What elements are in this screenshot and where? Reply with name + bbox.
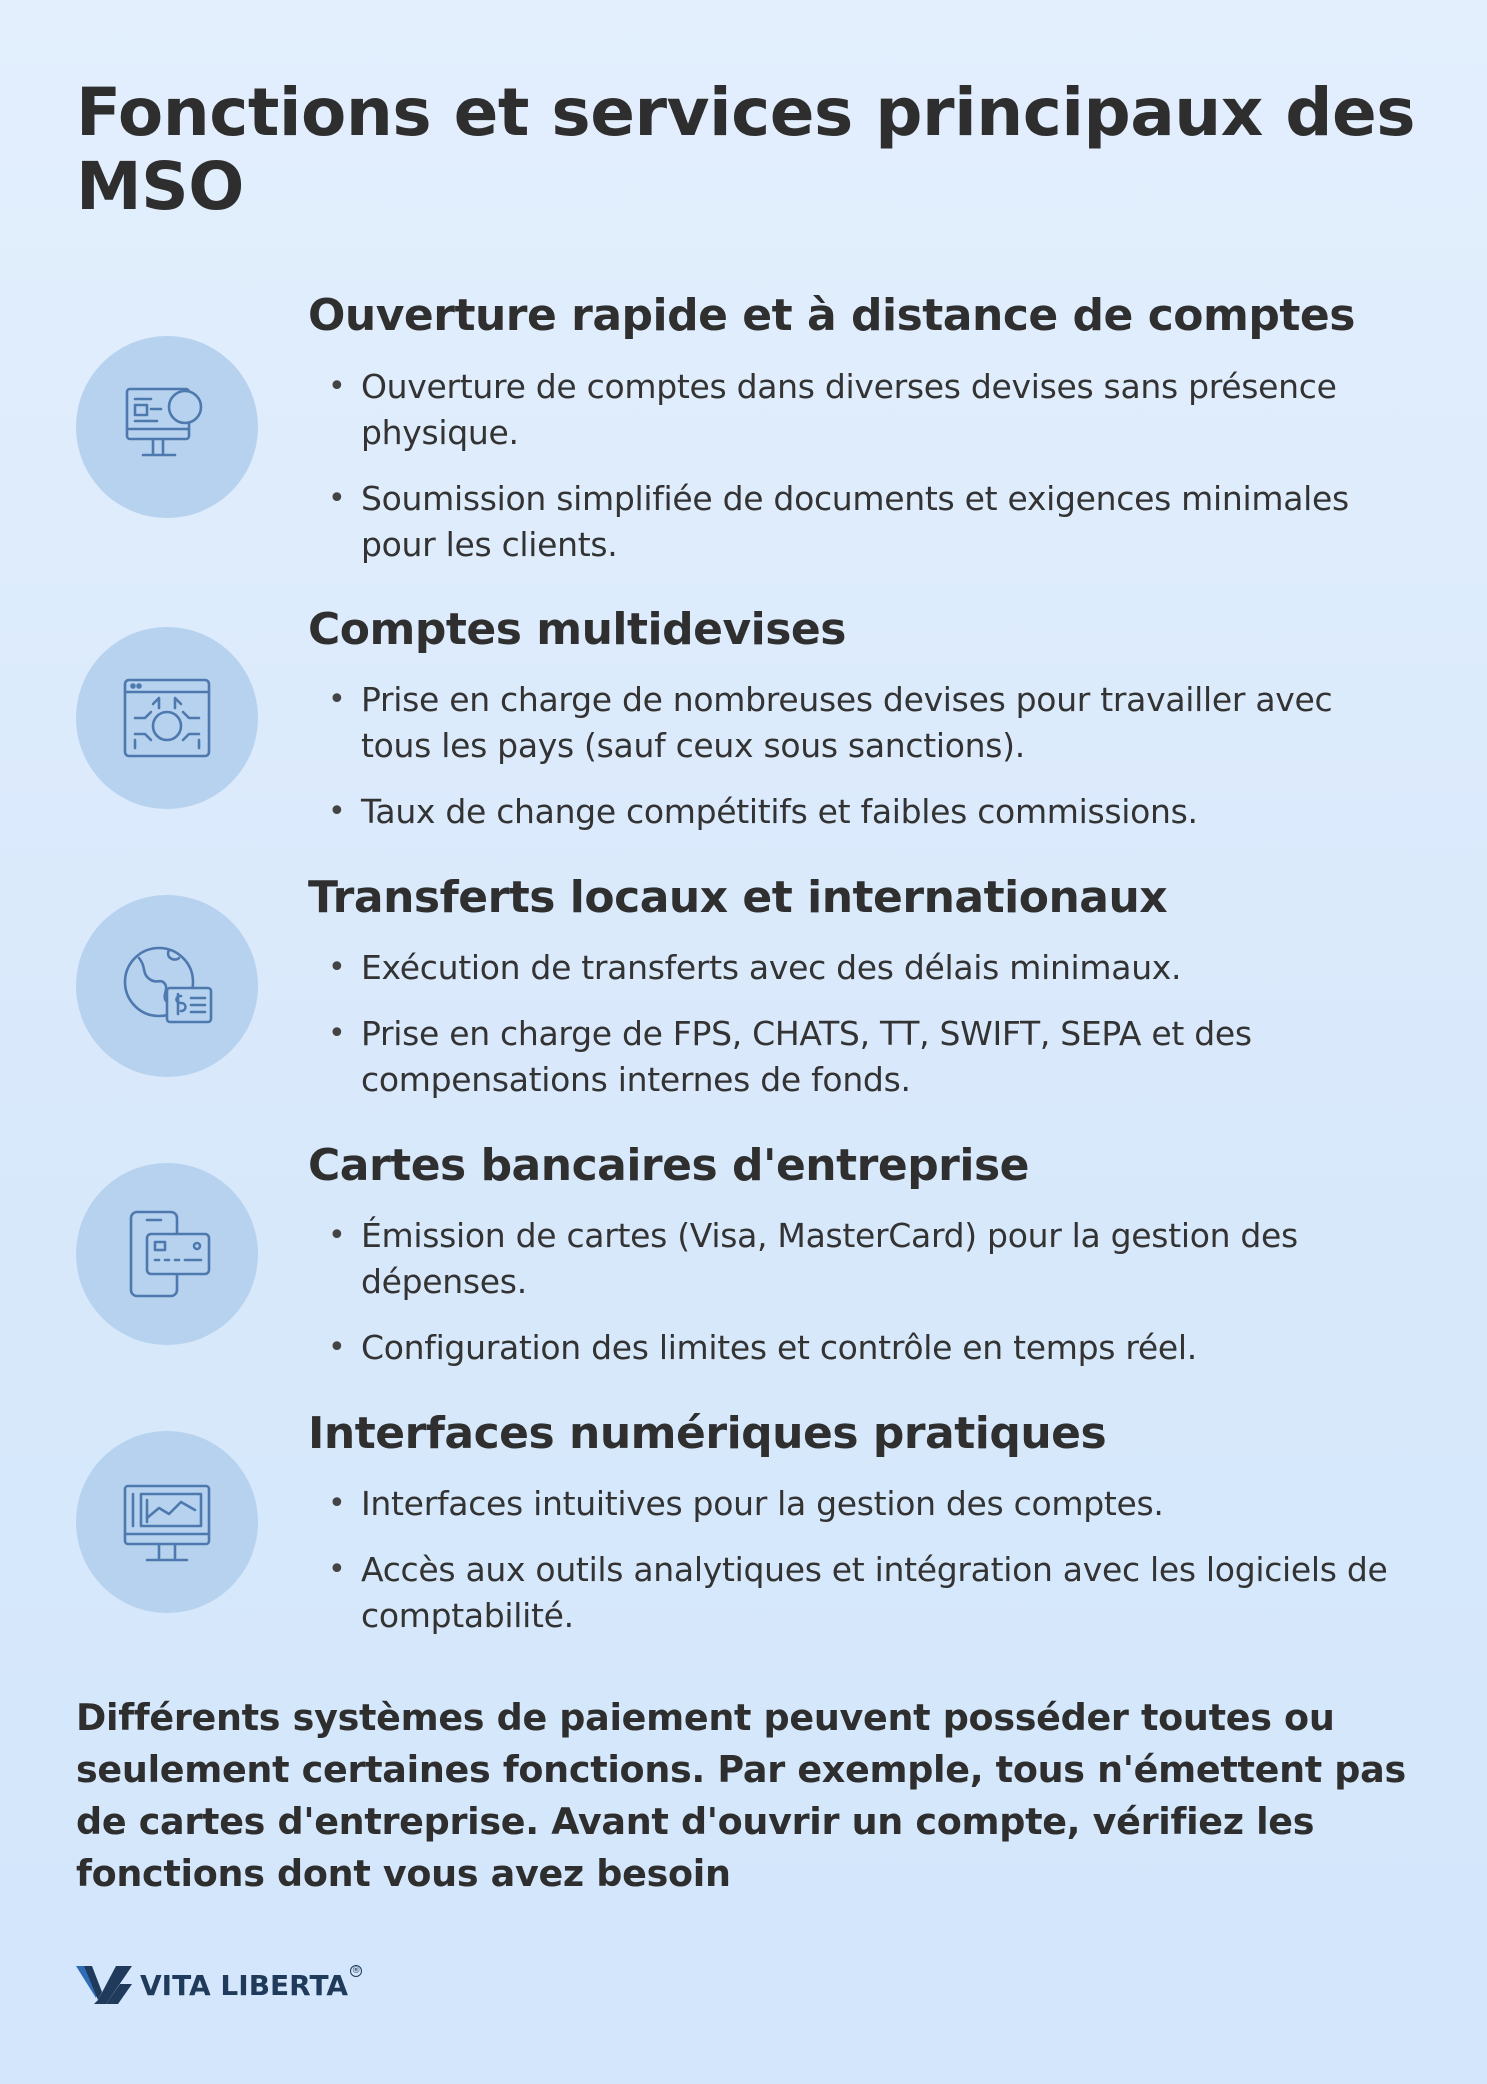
phone-card-icon xyxy=(76,1163,258,1345)
footnote: Différents systèmes de paiement peuvent posséder toutes ou seulement certaines fonctions. Par exemple, tous n'émettent pas de cartes d'entreprise. Avant d'ouvrir un compte, vérifiez les fonctions dont vous avez besoin xyxy=(76,1696,1406,1895)
bullet-list xyxy=(328,1481,1408,1659)
monitor-analytics-icon xyxy=(76,1431,258,1613)
list-item: • Taux de change compétitifs et faibles commissions. xyxy=(328,792,1198,831)
section-heading: Transferts locaux et internationaux xyxy=(308,872,1168,923)
currency-exchange-icon xyxy=(76,627,258,809)
section-heading: Cartes bancaires d'entreprise xyxy=(308,1140,1029,1191)
list-item: • Prise en charge de nombreuses devises pour travailler avec tous les pays (sauf ceux sous sanctions). xyxy=(328,680,1333,765)
list-item: • Interfaces intuitives pour la gestion des comptes. xyxy=(328,1484,1164,1523)
section-heading: Comptes multidevises xyxy=(308,604,846,655)
bullet-list xyxy=(328,1213,1408,1391)
globe-payment-icon xyxy=(76,895,258,1077)
vita-liberta-logo xyxy=(76,1962,362,2008)
bullet-list xyxy=(328,364,1408,588)
computer-account-icon xyxy=(76,336,258,518)
logo-mark-icon xyxy=(76,1964,132,2006)
trademark-mark: ® xyxy=(351,1966,361,1976)
list-item: • Ouverture de comptes dans diverses devises sans présence physique. xyxy=(328,367,1337,452)
list-item: • Émission de cartes (Visa, MasterCard) pour la gestion des dépenses. xyxy=(328,1216,1298,1301)
logo-text: VITA LIBERTA xyxy=(140,1968,349,2002)
list-item: • Configuration des limites et contrôle en temps réel. xyxy=(328,1328,1197,1367)
list-item: • Soumission simplifiée de documents et exigences minimales pour les clients. xyxy=(328,479,1349,564)
section-heading: Interfaces numériques pratiques xyxy=(308,1408,1107,1459)
bullet-list xyxy=(328,945,1408,1123)
section-heading: Ouverture rapide et à distance de comptes xyxy=(308,290,1355,341)
list-item: • Accès aux outils analytiques et intégration avec les logiciels de comptabilité. xyxy=(328,1550,1388,1635)
list-item: • Exécution de transferts avec des délais minimaux. xyxy=(328,948,1182,987)
list-item: • Prise en charge de FPS, CHATS, TT, SWIFT, SEPA et des compensations internes de fonds. xyxy=(328,1014,1252,1099)
page-title: Fonctions et services principaux des MSO xyxy=(76,74,1416,225)
bullet-list xyxy=(328,677,1408,855)
